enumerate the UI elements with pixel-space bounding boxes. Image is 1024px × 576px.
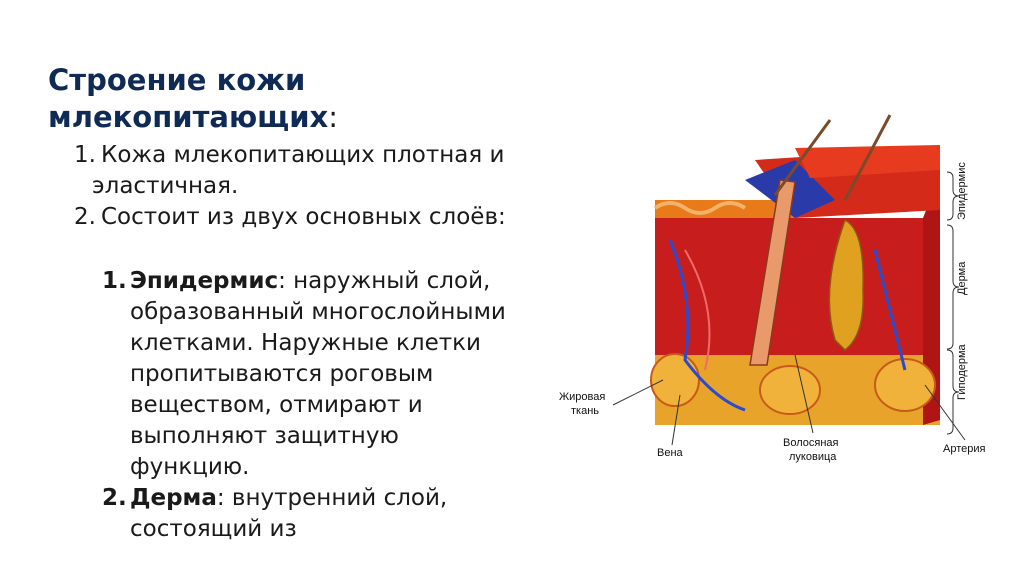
- list-item-number: 2.: [74, 204, 96, 230]
- list-item-text: Кожа млекопитающих плотная и эластичная.: [92, 142, 505, 199]
- list-item-text: Состоит из двух основных слоёв:: [101, 204, 506, 230]
- skin-structure-figure: [545, 100, 1016, 472]
- label-epidermis: Эпидермис: [956, 162, 968, 220]
- sub-list-item-text: : внутренний слой, состоящий из: [130, 485, 448, 542]
- sub-list-item-text: : наружный слой, образованный многослойными клетками. Наружные клетки пропитываются роговым веществом, отмирают и выполняют защитную функцию.: [130, 268, 506, 480]
- skin-diagram: [545, 100, 1016, 472]
- fat-lobule: [651, 354, 699, 406]
- label-fat-2: ткань: [571, 405, 600, 417]
- sub-list-item-number: 2.: [102, 485, 127, 511]
- sub-list-item: [102, 266, 522, 483]
- label-bulb-1: Волосяная: [783, 437, 839, 449]
- label-artery: Артерия: [943, 443, 986, 455]
- label-dermis: Дерма: [956, 261, 968, 295]
- fat-lobule: [760, 366, 820, 414]
- label-vein: Вена: [657, 447, 683, 459]
- slide-title: [48, 62, 468, 136]
- term-dermis: Дерма: [130, 485, 217, 511]
- label-fat-1: Жировая: [559, 391, 606, 403]
- sub-list-item-number: 1.: [102, 268, 127, 294]
- term-epidermis: Эпидермис: [130, 268, 279, 294]
- label-hypodermis: Гиподерма: [956, 344, 968, 400]
- list-item: [74, 140, 514, 202]
- slide-title-colon: :: [328, 100, 339, 134]
- list-item-number: 1.: [74, 142, 96, 168]
- sub-list-item: [102, 483, 522, 545]
- main-list: [74, 140, 514, 233]
- sub-list: [102, 266, 522, 545]
- label-bulb-2: луковица: [789, 451, 837, 463]
- list-item: [74, 202, 514, 233]
- slide-title-text: Строение кожи млекопитающих: [48, 63, 329, 134]
